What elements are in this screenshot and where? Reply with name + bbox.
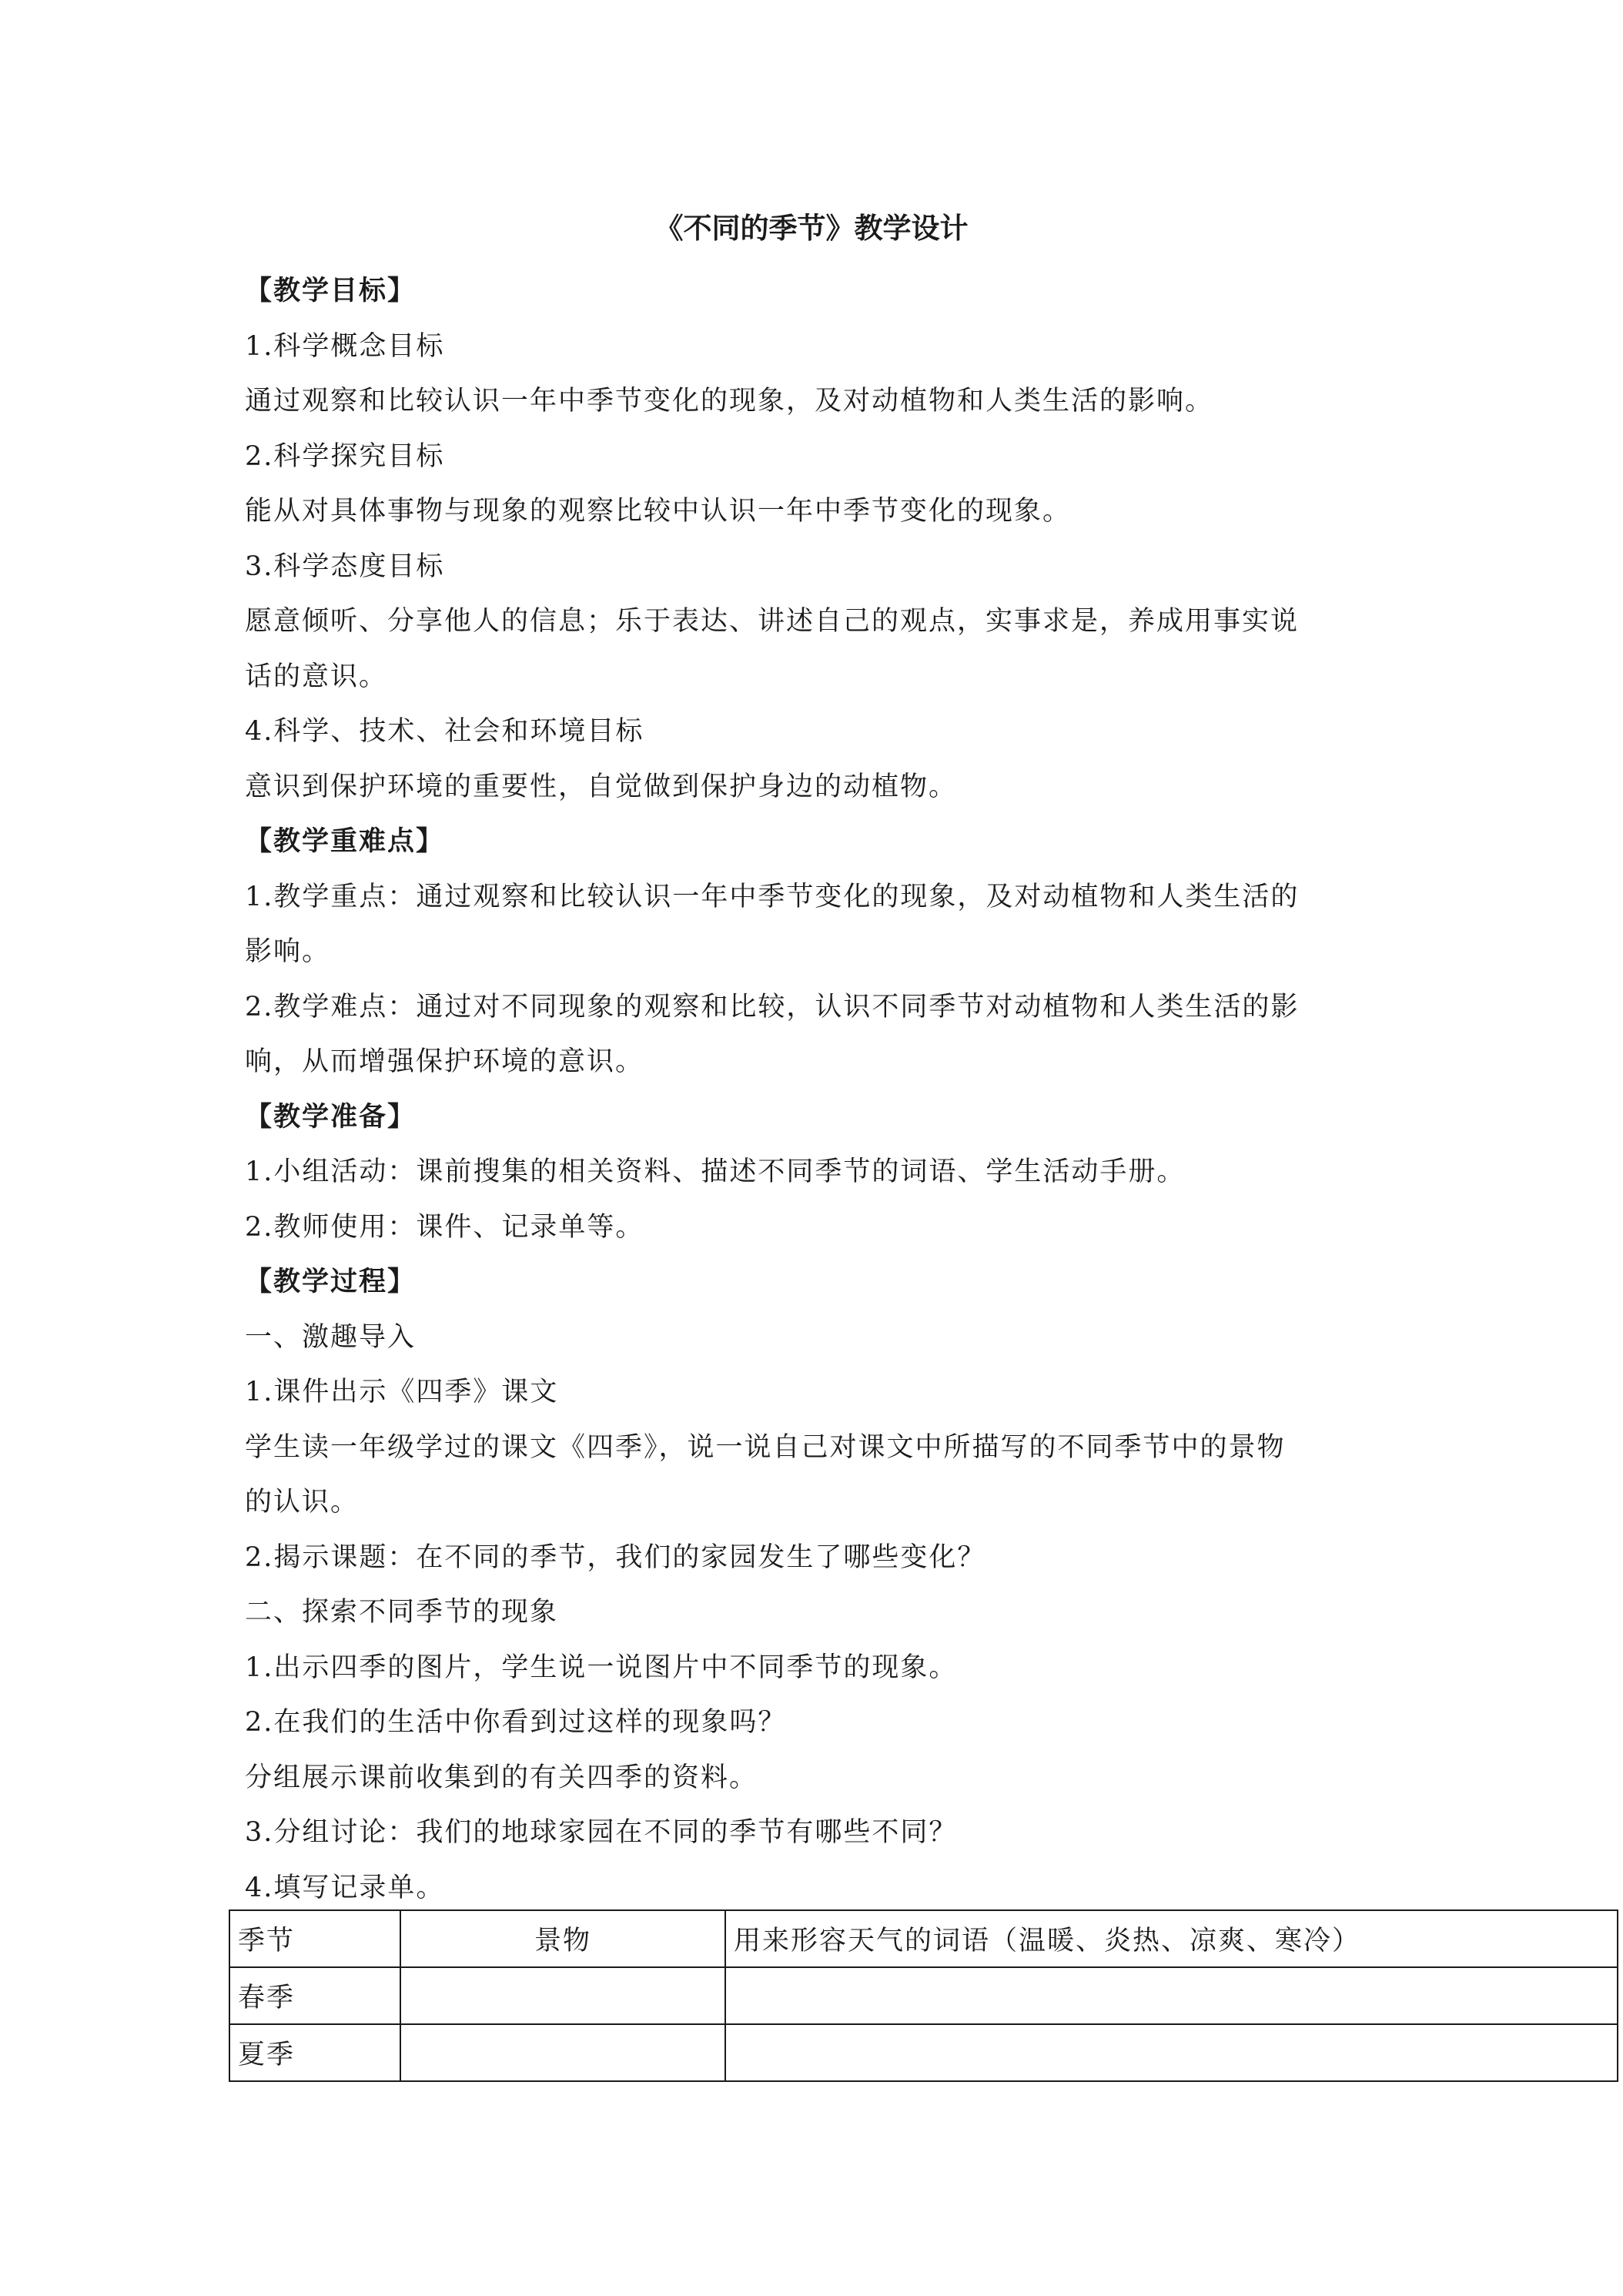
text-line: 1.科学概念目标 xyxy=(245,330,445,362)
section-heading: 【教学目标】 xyxy=(245,276,417,306)
table-header-row xyxy=(229,1910,1618,1967)
section-heading: 【教学过程】 xyxy=(245,1267,417,1297)
table-cell: 夏季 xyxy=(229,2024,400,2081)
document-body xyxy=(245,264,1377,1916)
text-line: 二、探索不同季节的现象 xyxy=(245,1597,559,1628)
table-cell xyxy=(725,1967,1618,2024)
table-row xyxy=(229,1967,1618,2024)
text-line: 能从对具体事物与现象的观察比较中认识一年中季节变化的现象。 xyxy=(245,496,1072,527)
text-line: 影响。 xyxy=(245,936,331,967)
text-line: 的认识。 xyxy=(245,1487,360,1518)
text-line: 一、激趣导入 xyxy=(245,1321,417,1353)
table-header-cell: 季节 xyxy=(229,1910,400,1967)
table-cell xyxy=(400,1967,725,2024)
text-line: 2.揭示课题：在不同的季节，我们的家园发生了哪些变化？ xyxy=(245,1541,986,1573)
section-heading: 【教学准备】 xyxy=(245,1101,417,1133)
text-line: 4.科学、技术、社会和环境目标 xyxy=(245,716,644,747)
text-line: 通过观察和比较认识一年中季节变化的现象，及对动植物和人类生活的影响。 xyxy=(245,386,1214,417)
record-table xyxy=(229,1909,1618,2082)
text-line: 1.小组活动：课前搜集的相关资料、描述不同季节的词语、学生活动手册。 xyxy=(245,1156,1186,1187)
text-line: 1.出示四季的图片，学生说一说图片中不同季节的现象。 xyxy=(245,1652,958,1683)
text-line: 2.教师使用：课件、记录单等。 xyxy=(245,1211,644,1243)
text-line: 2.教学难点：通过对不同现象的观察和比较，认识不同季节对动植物和人类生活的影 xyxy=(245,991,1300,1022)
text-line: 2.在我们的生活中你看到过这样的现象吗？ xyxy=(245,1707,787,1738)
text-line: 话的意识。 xyxy=(245,661,388,692)
table-cell: 春季 xyxy=(229,1967,400,2024)
text-line: 4.填写记录单。 xyxy=(245,1872,445,1903)
section-heading: 【教学重难点】 xyxy=(245,826,445,857)
text-line: 响，从而增强保护环境的意识。 xyxy=(245,1046,644,1077)
text-line: 3.科学态度目标 xyxy=(245,551,445,582)
text-line: 1.课件出示《四季》课文 xyxy=(245,1377,559,1407)
text-line: 学生读一年级学过的课文《四季》，说一说自己对课文中所描写的不同季节中的景物 xyxy=(245,1431,1286,1463)
document-title: 《不同的季节》教学设计 xyxy=(654,212,969,245)
text-line: 分组展示课前收集到的有关四季的资料。 xyxy=(245,1762,758,1793)
text-line: 2.科学探究目标 xyxy=(245,440,445,472)
text-line: 愿意倾听、分享他人的信息；乐于表达、讲述自己的观点，实事求是，养成用事实说 xyxy=(245,606,1300,637)
text-line: 3.分组讨论：我们的地球家园在不同的季节有哪些不同？ xyxy=(245,1817,958,1848)
table-cell xyxy=(725,2024,1618,2081)
table-header-cell: 用来形容天气的词语（温暖、炎热、凉爽、寒冷） xyxy=(725,1910,1618,1967)
text-line: 意识到保护环境的重要性，自觉做到保护身边的动植物。 xyxy=(245,771,958,802)
table-header-cell: 景物 xyxy=(400,1910,725,1967)
table-row xyxy=(229,2024,1618,2081)
table-cell xyxy=(400,2024,725,2081)
text-line: 1.教学重点：通过观察和比较认识一年中季节变化的现象，及对动植物和人类生活的 xyxy=(245,881,1300,912)
